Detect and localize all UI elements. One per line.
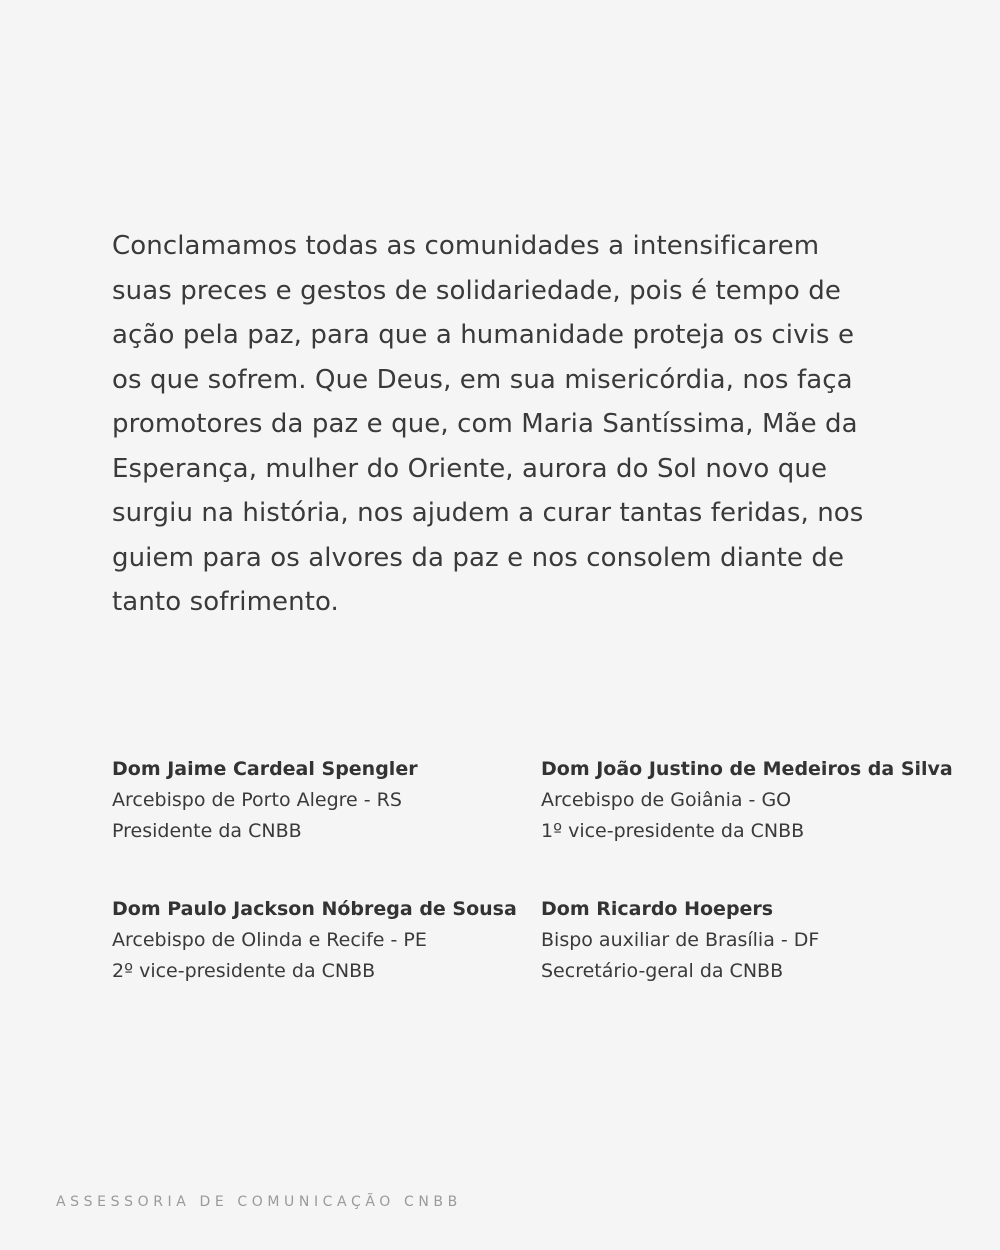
signatures-grid <box>112 754 972 987</box>
signatory-name: Dom Jaime Cardeal Spengler <box>112 758 418 780</box>
signatory-name: Dom Ricardo Hoepers <box>541 898 774 920</box>
signatory-name: Dom João Justino de Medeiros da Silva <box>541 758 953 780</box>
signatory-second-vice-president <box>112 894 541 987</box>
footer-credit: ASSESSORIA DE COMUNICAÇÃO CNBB <box>56 1194 462 1210</box>
statement-paragraph: Conclamamos todas as comunidades a intensificarem suas preces e gestos de solidariedade, pois é tempo de ação pela paz, para que a humanidade proteja os civis e os que sofrem. Que Deus, em sua misericórdia, nos faça promotores da paz e que, com Maria Santíssima, Mãe da Esperança, mulher do Oriente, aurora do Sol novo que surgiu na história, nos ajudem a curar tantas feridas, nos guiem para os alvores da paz e nos consolem diante de tanto sofrimento. <box>112 231 864 617</box>
signatory-office: Presidente da CNBB <box>112 820 302 842</box>
signatory-office: 2º vice-presidente da CNBB <box>112 960 376 982</box>
signatory-role: Arcebispo de Porto Alegre - RS <box>112 789 402 811</box>
signatory-name: Dom Paulo Jackson Nóbrega de Sousa <box>112 898 517 920</box>
signatory-office: 1º vice-presidente da CNBB <box>541 820 805 842</box>
signatory-secretary-general <box>541 894 972 987</box>
signatory-first-vice-president <box>541 754 972 847</box>
signatory-role: Arcebispo de Goiânia - GO <box>541 789 792 811</box>
signatory-role: Bispo auxiliar de Brasília - DF <box>541 929 820 951</box>
signatory-role: Arcebispo de Olinda e Recife - PE <box>112 929 427 951</box>
signatory-office: Secretário-geral da CNBB <box>541 960 784 982</box>
signatory-president <box>112 754 541 847</box>
